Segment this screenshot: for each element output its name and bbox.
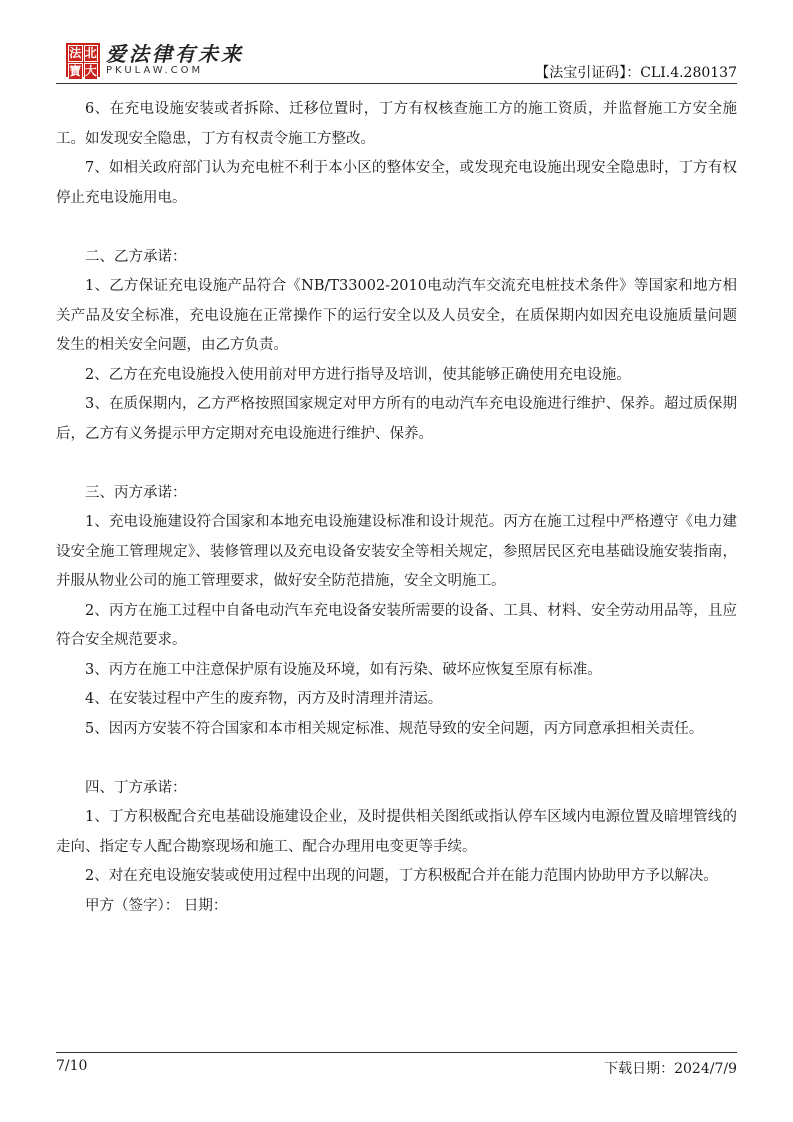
logo-domain: PKULAW.COM (106, 65, 204, 76)
logo-seal-icon: 法 北 寶 大 (66, 43, 100, 77)
paragraph-gap (56, 744, 737, 774)
paragraph: 1、丁方积极配合充电基础设施建设企业，及时提供相关图纸或指认停车区域内电源位置及暗埋管线的走向、指定专人配合勘察现场和施工、配合办理用电变更等手续。 (56, 809, 737, 855)
paragraph: 1、充电设施建设符合国家和本地充电设施建设标准和设计规范。丙方在施工过程中严格遵守《电力建设安全施工管理规定》、装修管理以及充电设备安装安全等相关规定，参照居民区充电基础设施安装指南，并服从物业公司的施工管理要求，做好安全防范措施，安全文明施工。 (56, 514, 737, 589)
paragraph: 6、在充电设施安装或者拆除、迁移位置时，丁方有权核查施工方的施工资质，并监督施工方安全施工。如发现安全隐患，丁方有权责令施工方整改。 (56, 101, 737, 147)
paragraph: 甲方（签字）： 日期： (85, 897, 228, 914)
paragraph: 2、对在充电设施安装或使用过程中出现的问题，丁方积极配合并在能力范围内协助甲方予以解决。 (85, 868, 718, 884)
paragraph: 2、乙方在充电设施投入使用前对甲方进行指导及培训，使其能够正确使用充电设施。 (85, 366, 631, 383)
paragraph-gap (56, 213, 737, 243)
paragraph: 7、如相关政府部门认为充电桩不利于本小区的整体安全，或发现充电设施出现安全隐患时，丁方有权停止充电设施用电。 (56, 160, 737, 206)
logo-slogan: 爱法律有未来 (106, 42, 244, 66)
footer-divider (56, 1052, 737, 1053)
citation-code (535, 62, 737, 82)
cite-value: ：CLI.4.280137 (626, 65, 737, 81)
paragraph: 3、丙方在施工中注意保护原有设施及环境，如有污染、破坏应恢复至原有标准。 (85, 661, 602, 678)
paragraph: 二、乙方承诺： (85, 248, 187, 265)
page-header (56, 40, 737, 86)
paragraph: 4、在安装过程中产生的废弃物，丙方及时清理并清运。 (85, 691, 443, 707)
paragraph: 3、在质保期内，乙方严格按照国家规定对甲方所有的电动汽车充电设施进行维护、保养。超过质保期后，乙方有义务提示甲方定期对充电设施进行维护、保养。 (56, 396, 737, 442)
paragraph: 四、丁方承诺： (85, 779, 187, 796)
document-body (56, 95, 737, 921)
header-divider (56, 83, 737, 84)
paragraph-gap (56, 449, 737, 479)
cite-label: 【法宝引证码】 (535, 65, 627, 81)
paragraph: 5、因丙方安装不符合国家和本市相关规定标准、规范导致的安全问题，丙方同意承担相关责任。 (85, 720, 704, 737)
paragraph: 三、丙方承诺： (85, 484, 187, 501)
paragraph: 1、乙方保证充电设施产品符合《NB/T33002-2010电动汽车交流充电桩技术条件》等国家和地方相关产品及安全标准，充电设施在正常操作下的运行安全以及人员安全，在质保期内如因充电设施质量问题发生的相关安全问题，由乙方负责。 (56, 278, 737, 353)
pkulaw-logo (66, 40, 244, 80)
download-date: 下载日期：2024/7/9 (604, 1061, 737, 1077)
paragraph: 2、丙方在施工过程中自备电动汽车充电设备安装所需要的设备、工具、材料、安全劳动用品等，且应符合安全规范要求。 (56, 602, 737, 648)
page-number: 7/10 (56, 1058, 88, 1074)
